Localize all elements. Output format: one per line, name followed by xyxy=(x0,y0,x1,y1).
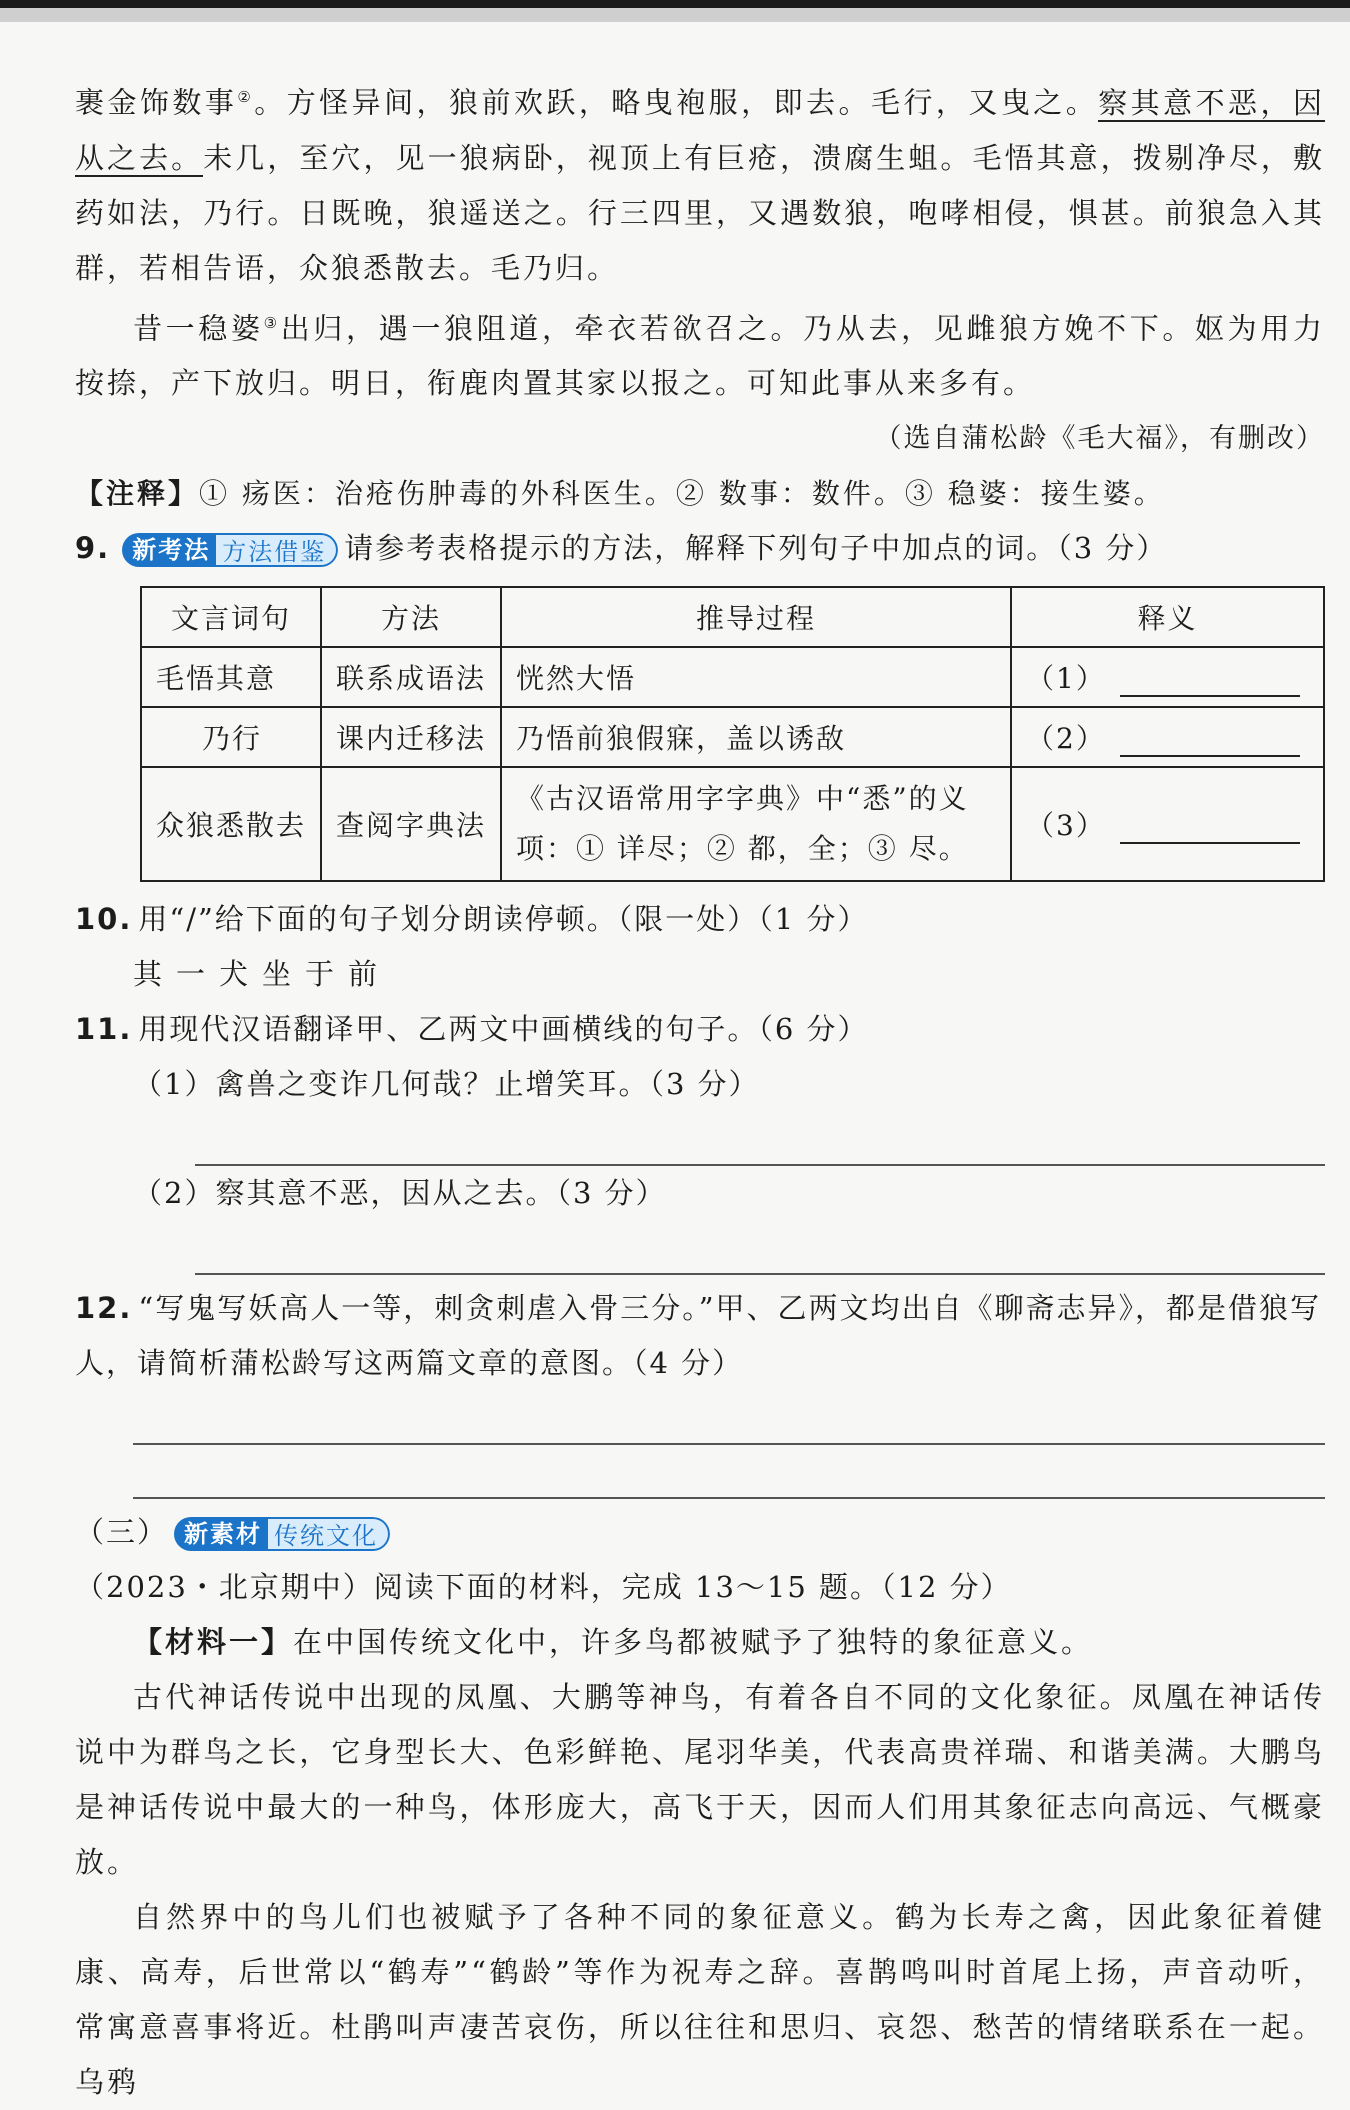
material-1-para2: 自然界中的鸟儿们也被赋予了各种不同的象征意义。鹤为长寿之禽，因此象征着健康、高寿，后世常以“鹤寿”“鹤龄”等作为祝寿之辞。喜鹊鸣叫时首尾上扬，声音动听，常寓意喜事将近。杜鹃叫声凄苦哀伤，所以往往和思归、哀怨、愁苦的情绪联系在一起。乌鸦 xyxy=(75,1900,1325,2100)
dotted-phrase: 众狼悉散去 xyxy=(299,250,460,285)
source-citation: （选自蒲松龄《毛大福》，有删改） xyxy=(874,423,1325,455)
page-top-edge xyxy=(0,0,1350,22)
table-cell: 乃悟前狼假寐，盖以诱敌 xyxy=(501,707,1011,767)
answer-label: （1） xyxy=(1026,662,1106,696)
footnote-mark: ③ xyxy=(263,313,281,332)
section-3-header xyxy=(75,1505,1325,1615)
notes-text: ① 疡医：治疮伤肿毒的外科医生。② 数事：数件。③ 稳婆：接生婆。 xyxy=(199,477,1165,511)
text: 语， xyxy=(235,250,300,285)
table-header: 释义 xyxy=(1011,587,1324,647)
table-cell: 查阅字典法 xyxy=(321,767,501,881)
question-text: 用“/”给下面的句子划分朗读停顿。（限一处）（1 分） xyxy=(138,902,869,937)
table-cell: 恍然大悟 xyxy=(501,647,1011,707)
question-number: 9. xyxy=(75,531,111,566)
question-number: 12. xyxy=(75,1291,133,1326)
passage-para1 xyxy=(75,70,1325,296)
answer-line[interactable] xyxy=(195,1221,1325,1275)
table-cell: 课内迁移法 xyxy=(321,707,501,767)
material-1-intro xyxy=(75,1615,1325,1670)
text: 。毛乃归。 xyxy=(459,250,620,285)
question-text: 请参考表格提示的方法，解释下列句子中加点的词。（3 分） xyxy=(344,531,1168,566)
table-header: 推导过程 xyxy=(501,587,1011,647)
answer-blank[interactable] xyxy=(1120,665,1300,697)
question-11 xyxy=(75,1002,1325,1057)
answer-cell xyxy=(1011,767,1324,881)
question-text: “写鬼写妖高人一等，刺贪刺虐入骨三分。”甲、乙两文均出自《聊斋志异》，都是借狼写人，请简析蒲松龄写这两篇文章的意图。（4 分） xyxy=(75,1291,1322,1381)
answer-cell xyxy=(1011,647,1324,707)
underlined-sentence: 去。 xyxy=(139,140,204,175)
sentence-to-divide: 其一犬坐于前 xyxy=(133,957,392,992)
answer-blank[interactable] xyxy=(1120,725,1300,757)
text: 。方怪异间，狼前欢跃，略曳袍服，即去。毛行，又曳之。 xyxy=(254,85,1099,120)
section-text: （2023・北京期中）阅读下面的材料，完成 13～15 题。（12 分） xyxy=(75,1570,1012,1605)
question-text: 用现代汉语翻译甲、乙两文中画横线的句子。（6 分） xyxy=(138,1012,869,1047)
notes xyxy=(75,466,1325,521)
underlined-sentence: 察其意不恶，因从之 xyxy=(75,85,1325,175)
question-12 xyxy=(75,1281,1325,1391)
tag-secondary: 方法借鉴 xyxy=(216,533,338,567)
table-cell: 毛悟其意 xyxy=(141,647,321,707)
text: 出归，遇一狼阻道，牵衣若欲召之。乃从去，见雌狼方娩不下。妪为用力按捺，产下放归。明日，衔鹿肉置其家以报之。可知此事从来多有。 xyxy=(75,311,1325,401)
table-row xyxy=(141,767,1324,881)
table-cell: 乃行 xyxy=(141,707,321,767)
text: 裹金饰数事 xyxy=(75,85,238,120)
table-header-row xyxy=(141,587,1324,647)
question-number: 11. xyxy=(75,1012,133,1047)
dotted-phrase: 毛悟其意 xyxy=(972,140,1101,175)
tag-badge xyxy=(174,1517,390,1551)
sub-question-1: （1）禽兽之变诈几何哉？止增笑耳。（3 分） xyxy=(133,1067,760,1102)
answer-line[interactable] xyxy=(133,1445,1325,1499)
footnote-mark: ② xyxy=(237,88,255,106)
tag-primary: 新考法 xyxy=(122,533,216,567)
text: 。日既晚，狼遥送之。行三四里，又遇数狼，咆哮相侵，惧甚。前狼急入其群，若相告 xyxy=(75,195,1325,285)
notes-label: 【注释】 xyxy=(75,477,200,511)
section-label: （三） xyxy=(75,1515,169,1550)
table-header: 文言词句 xyxy=(141,587,321,647)
table-header: 方法 xyxy=(321,587,501,647)
text: 昔一稳婆 xyxy=(133,311,264,346)
text: ，拨剔净尽，敷药如法， xyxy=(75,140,1325,230)
text: 未几，至穴，见一狼病卧，视顶上有巨疮，溃腐生蛆。 xyxy=(203,140,973,175)
answer-label: （3） xyxy=(1026,809,1106,843)
sub-question-2: （2）察其意不恶，因从之去。（3 分） xyxy=(133,1176,667,1211)
tag-badge xyxy=(122,533,338,567)
passage-para2 xyxy=(75,296,1325,412)
tag-primary: 新素材 xyxy=(174,1517,268,1551)
table-cell: 《古汉语常用字字典》中“悉”的义项：① 详尽；② 都，全；③ 尽。 xyxy=(501,767,1011,881)
page xyxy=(75,70,1325,2110)
question-number: 10. xyxy=(75,902,133,937)
tag-secondary: 传统文化 xyxy=(268,1517,390,1551)
table-cell: 联系成语法 xyxy=(321,647,501,707)
material-1-para1: 古代神话传说中出现的凤凰、大鹏等神鸟，有着各自不同的文化象征。凤凰在神话传说中为群鸟之长，它身型长大、色彩鲜艳、尾羽华美，代表高贵祥瑞、和谐美满。大鹏鸟是神话传说中最大的一种鸟，体形庞大，高飞于天，因而人们用其象征志向高远、气概豪放。 xyxy=(75,1680,1325,1880)
method-table xyxy=(140,586,1325,882)
answer-line[interactable] xyxy=(195,1112,1325,1166)
answer-cell xyxy=(1011,707,1324,767)
table-cell: 众狼悉散去 xyxy=(141,767,321,881)
text: 在中国传统文化中，许多鸟都被赋予了独特的象征意义。 xyxy=(293,1625,1094,1660)
answer-blank[interactable] xyxy=(1120,812,1300,844)
question-10 xyxy=(75,892,1325,947)
material-label: 【材料一】 xyxy=(133,1625,294,1660)
table-row xyxy=(141,647,1324,707)
answer-label: （2） xyxy=(1026,722,1106,756)
question-9 xyxy=(75,521,1325,576)
answer-line[interactable] xyxy=(133,1391,1325,1445)
dotted-phrase: 乃行 xyxy=(203,195,268,230)
table-row xyxy=(141,707,1324,767)
